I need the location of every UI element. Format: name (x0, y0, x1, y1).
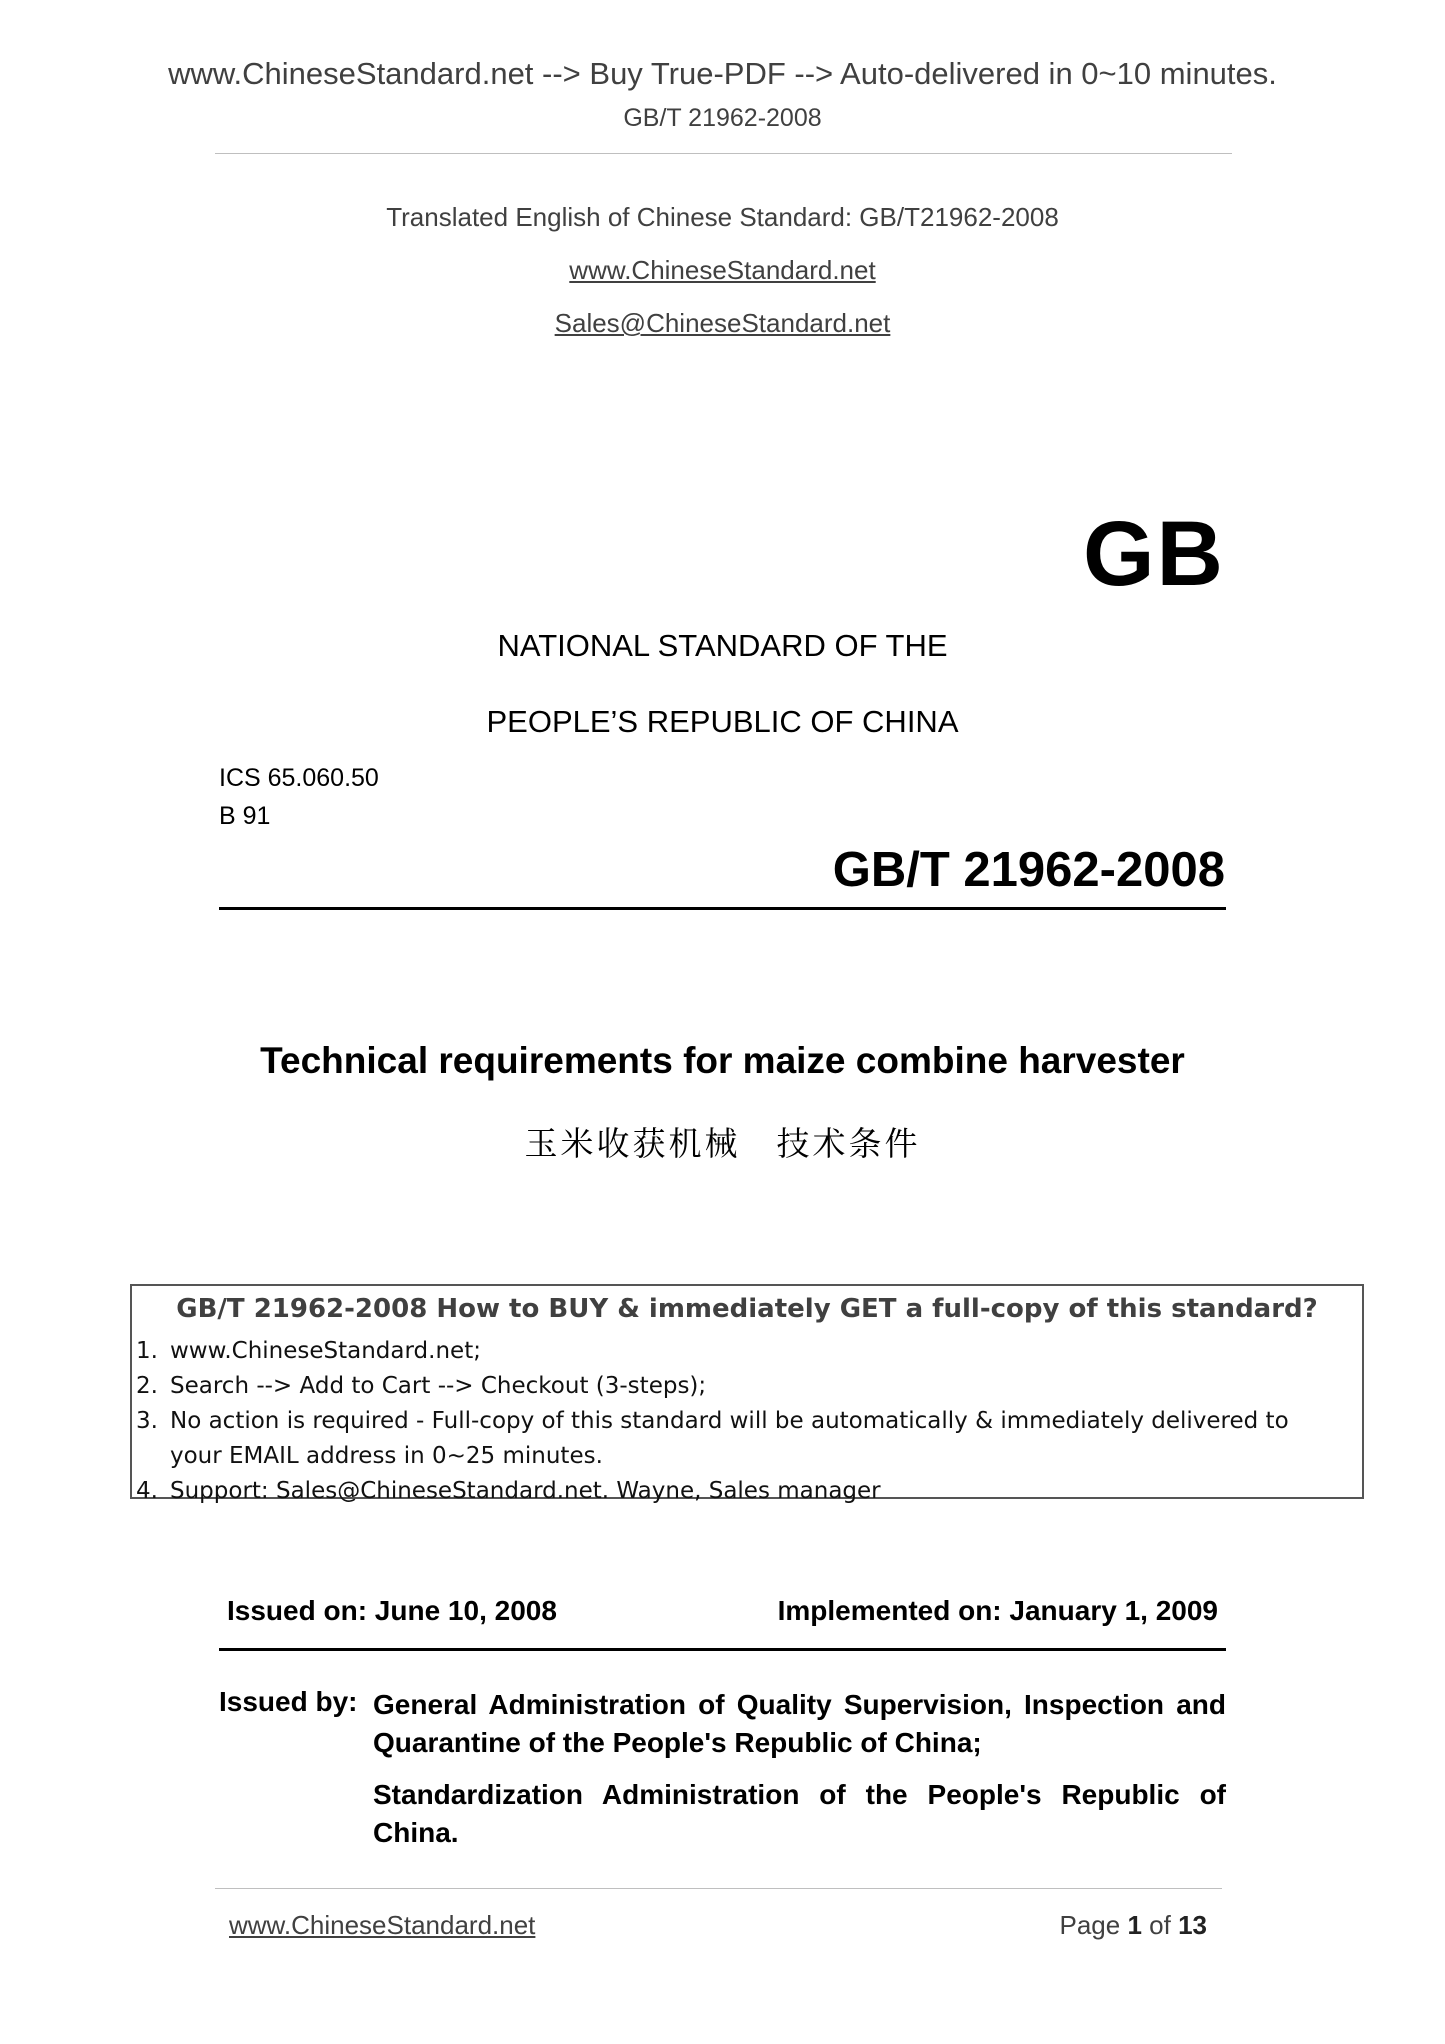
issuer-2: Standardization Administration of the People's Republic of China. (373, 1779, 1226, 1848)
page-prefix: Page (1059, 1910, 1121, 1940)
gb-mark: GB (1083, 503, 1225, 605)
national-standard-line2: PEOPLE’S REPUBLIC OF CHINA (486, 704, 959, 739)
email-link[interactable]: Sales@ChineseStandard.net (554, 308, 891, 338)
buy-step-text: Search --> Add to Cart --> Checkout (3-steps); (170, 1373, 707, 1399)
header-divider (215, 153, 1232, 154)
website-link[interactable]: www.ChineseStandard.net (569, 255, 876, 285)
national-standard-line1: NATIONAL STANDARD OF THE (497, 628, 948, 663)
buy-step-number: 3. (136, 1408, 158, 1434)
buy-step-text: No action is required - Full-copy of this standard will be automatically & immediately delivered to (170, 1408, 1289, 1434)
top-banner: www.ChineseStandard.net --> Buy True-PDF --> Auto-delivered in 0~10 minutes. (168, 56, 1277, 91)
footer-website-link[interactable]: www.ChineseStandard.net (229, 1910, 536, 1940)
website-link-row (0, 255, 1445, 286)
buy-step-1 (136, 1334, 1356, 1369)
translated-line: Translated English of Chinese Standard: GB/T21962-2008 (386, 202, 1059, 232)
buy-step-3-continuation: your EMAIL address in 0~25 minutes. (170, 1443, 603, 1469)
standard-number-rule (219, 907, 1226, 910)
header-standard-code: GB/T 21962-2008 (623, 104, 822, 132)
buy-step-2 (136, 1369, 1356, 1404)
page-of: of (1149, 1910, 1171, 1940)
page-current: 1 (1127, 1910, 1142, 1940)
standard-number: GB/T 21962-2008 (832, 843, 1225, 897)
buy-step-number: 1. (136, 1338, 158, 1364)
buy-step-number: 4. (136, 1478, 158, 1504)
buy-box-heading: GB/T 21962-2008 How to BUY & immediately GET a full-copy of this standard? (176, 1294, 1318, 1324)
ics-code: ICS 65.060.50 (219, 764, 379, 792)
page-total: 13 (1178, 1910, 1207, 1940)
footer-divider (215, 1888, 1222, 1889)
buy-info-box (130, 1284, 1364, 1504)
page-indicator (1059, 1910, 1207, 1941)
issuer-block (373, 1686, 1226, 1866)
buy-step-text: Support: Sales@ChineseStandard.net. Wayne, Sales manager (170, 1478, 881, 1504)
buy-step-4 (136, 1474, 1356, 1509)
classification-code: B 91 (219, 802, 271, 830)
buy-step-number: 2. (136, 1373, 158, 1399)
buy-steps-list (136, 1334, 1356, 1509)
title-chinese: 玉米收获机械 技术条件 (524, 1124, 921, 1163)
email-link-row (0, 308, 1445, 339)
buy-step-3 (136, 1404, 1356, 1439)
issued-by-label: Issued by: (219, 1686, 358, 1717)
title-english: Technical requirements for maize combine harvester (260, 1040, 1185, 1081)
dates-rule (219, 1648, 1226, 1651)
implemented-on-date: Implemented on: January 1, 2009 (777, 1595, 1218, 1626)
issued-on-date: Issued on: June 10, 2008 (227, 1595, 557, 1626)
issuer-1: General Administration of Quality Supervision, Inspection and Quarantine of the People's Republic of China; (373, 1689, 1226, 1758)
buy-step-text[interactable]: www.ChineseStandard.net; (170, 1338, 481, 1364)
